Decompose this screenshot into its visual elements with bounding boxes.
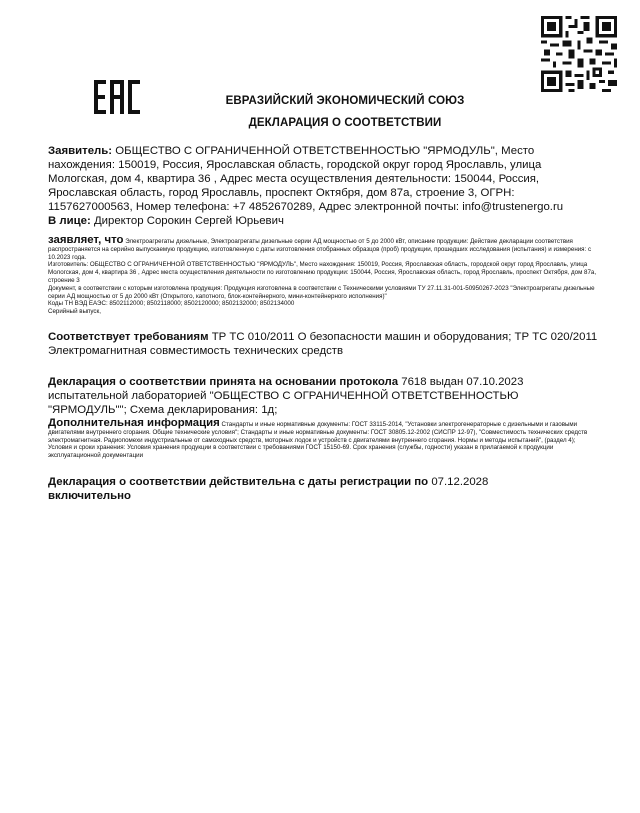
additional-block bbox=[48, 417, 598, 460]
additional-label: Дополнительная информация bbox=[48, 417, 220, 429]
applicant-label: Заявитель: bbox=[48, 145, 113, 157]
declares-block bbox=[48, 234, 598, 316]
eac-mark-icon bbox=[92, 78, 142, 116]
declaration-title: ДЕКЛАРАЦИЯ О СООТВЕТСТВИИ bbox=[248, 117, 442, 129]
validity-suffix: включительно bbox=[48, 490, 131, 502]
requirements-text: ТР ТС 010/2011 О безопасности машин и оборудования; ТР ТС 020/2011 Электромагнитная совместимость технических средств bbox=[48, 331, 598, 357]
declares-text: Электроагрегаты дизельные, Электроагрегаты дизельные серии АД мощностью от 5 до 2000 кВт, описание продукции: Действие декларации соответствия распространяется на серийно выпускаемую продукцию, изготовленную с даты изготовления отобранных образцов (проб) продукции, прошедших исследования (испытания) и измерения: с 10.2023 года. bbox=[48, 238, 592, 261]
basis-text: 7618 выдан 07.10.2023 испытательной лабораторией "ОБЩЕСТВО С ОГРАНИЧЕННОЙ ОТВЕТСТВЕННОСТЬЮ "ЯРМОДУЛЬ""; Схема декларирования: 1д; bbox=[48, 376, 524, 416]
validity-label: Декларация о соответствии действительна с даты регистрации по bbox=[48, 476, 429, 488]
serial-text: Серийный выпуск, bbox=[48, 308, 101, 316]
applicant-block bbox=[48, 144, 598, 214]
validity-date: 07.12.2028 bbox=[431, 476, 489, 488]
person-label: В лице: bbox=[48, 215, 91, 227]
applicant-text: ОБЩЕСТВО С ОГРАНИЧЕННОЙ ОТВЕТСТВЕННОСТЬЮ "ЯРМОДУЛЬ", Место нахождения: 150019, Россия, Ярославская область, городской округ город Ярославль, улица Мологская, дом 4, квартира 36 , Адрес места осуществления деятельности: 150044, Россия, Ярославская область, город Ярославль, проспект Октября, дом 87а, строение 3, ОГРН: 1157627000563, Номер телефона: +7 4852670289, Адрес электронной почты: info@trustenergo.ru bbox=[48, 145, 564, 213]
validity-block bbox=[48, 475, 598, 503]
person-text: Директор Сорокин Сергей Юрьевич bbox=[93, 215, 284, 227]
manufacturer-text: Изготовитель: ОБЩЕСТВО С ОГРАНИЧЕННОЙ ОТВЕТСТВЕННОСТЬЮ "ЯРМОДУЛЬ", Место нахождения: 150019, Россия, Ярославская область, городской округ город Ярославль, улица Мологская, дом 4, квартира 36 , Адрес места осуществления деятельности по изготовлению продукции: 150044, Россия, Ярославская область, город Ярославль, проспект Октября, дом 87а, строение 3 bbox=[48, 261, 597, 284]
qr-code bbox=[541, 16, 617, 92]
person-block bbox=[48, 214, 598, 228]
codes-text: Коды ТН ВЭД ЕАЭС: 8502112000; 8502118000; 8502120000; 8502132000; 8502134000 bbox=[48, 300, 295, 308]
additional-text: Стандарты и иные нормативные документы: ГОСТ 33115-2014, "Установки электрогенераторные с дизельными и газовыми двигателями внутреннего сгорания. Общие технические условия"; Стандарты и иные нормативные документы: ГОСТ 30805.12-2002 (СИСПР 12-97), "Совместимость технических средств электромагнитная. Радиопомехи индустриальные от самоходных средств, моторных лодок и устройств с двигателями внутреннего сгорания. Нормы и методы испытаний", (раздел 4); Условия и сроки хранения: Условия хранения продукции в соответствии с требованиями ГОСТ 15150-69. Срок хранения (службы, годности) указан в прилагаемой к продукции эксплуатационной документации bbox=[48, 421, 588, 460]
declares-label: заявляет, что bbox=[48, 234, 124, 246]
requirements-label: Соответствует требованиям bbox=[48, 331, 209, 343]
document-text: Документ, в соответствии с которым изготовлена продукция: Продукция изготовлена в соответствии с Техническими условиями ТУ 27.11.31-001-50950267-2023 "Электроагрегаты дизельные серии АД мощностью от 5 до 2000 кВт (Открытого, капотного, блок-контейнерного, мини-контейнерного исполнения)" bbox=[48, 284, 595, 300]
union-heading: ЕВРАЗИЙСКИЙ ЭКОНОМИЧЕСКИЙ СОЮЗ bbox=[225, 95, 465, 107]
basis-label: Декларация о соответствии принята на основании протокола bbox=[48, 376, 399, 388]
basis-block bbox=[48, 375, 598, 417]
requirements-block bbox=[48, 330, 598, 358]
